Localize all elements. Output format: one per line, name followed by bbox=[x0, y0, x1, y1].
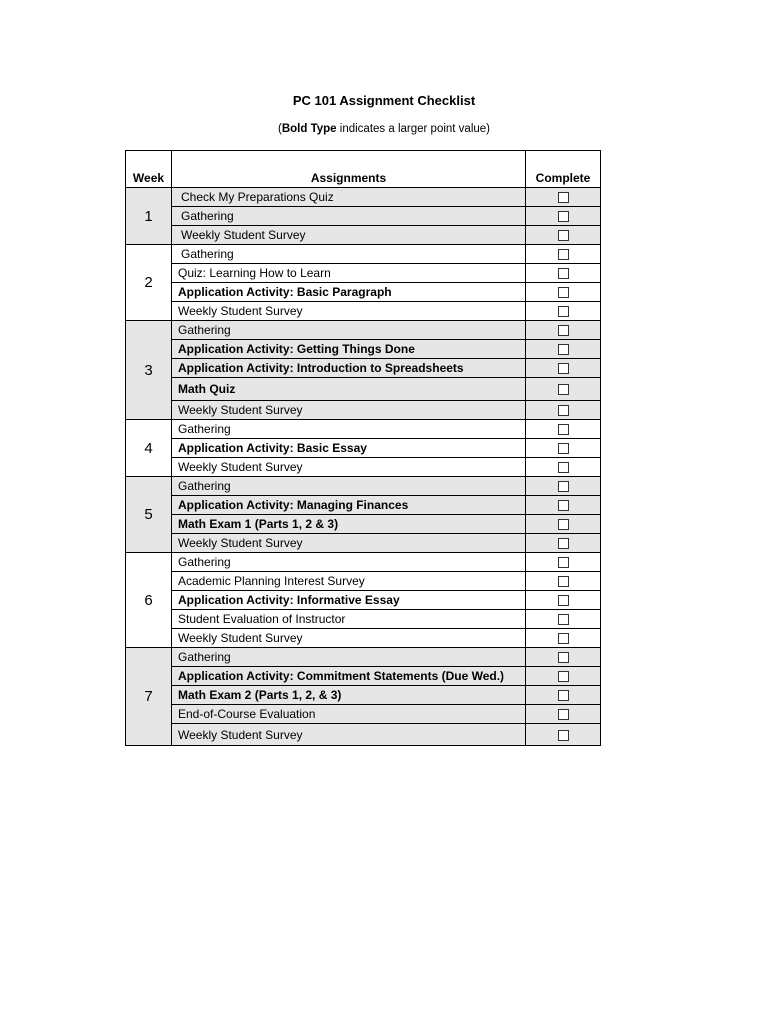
complete-checkbox[interactable] bbox=[558, 344, 569, 355]
complete-header: Complete bbox=[526, 151, 601, 188]
complete-checkbox[interactable] bbox=[558, 424, 569, 435]
week-number: 5 bbox=[126, 477, 172, 553]
complete-cell bbox=[526, 686, 601, 705]
table-row bbox=[126, 378, 601, 401]
complete-cell bbox=[526, 378, 601, 401]
complete-cell bbox=[526, 534, 601, 553]
complete-cell bbox=[526, 401, 601, 420]
complete-checkbox[interactable] bbox=[558, 363, 569, 374]
complete-cell bbox=[526, 188, 601, 207]
assignment-name: Weekly Student Survey bbox=[172, 534, 526, 553]
document-title: PC 101 Assignment Checklist bbox=[292, 93, 476, 108]
complete-cell bbox=[526, 226, 601, 245]
table-row bbox=[126, 401, 601, 420]
table-row bbox=[126, 705, 601, 724]
complete-cell bbox=[526, 572, 601, 591]
complete-cell bbox=[526, 724, 601, 746]
assignment-name: Weekly Student Survey bbox=[172, 401, 526, 420]
complete-cell bbox=[526, 591, 601, 610]
table-row bbox=[126, 207, 601, 226]
assignment-name: End-of-Course Evaluation bbox=[172, 705, 526, 724]
complete-checkbox[interactable] bbox=[558, 557, 569, 568]
complete-cell bbox=[526, 610, 601, 629]
week-number: 3 bbox=[126, 321, 172, 420]
assignment-name: Math Exam 2 (Parts 1, 2, & 3) bbox=[172, 686, 526, 705]
table-row bbox=[126, 340, 601, 359]
complete-checkbox[interactable] bbox=[558, 384, 569, 395]
complete-checkbox[interactable] bbox=[558, 690, 569, 701]
assignment-name: Student Evaluation of Instructor bbox=[172, 610, 526, 629]
assignment-name: Application Activity: Getting Things Done bbox=[172, 340, 526, 359]
assignment-name: Weekly Student Survey bbox=[172, 724, 526, 746]
complete-checkbox[interactable] bbox=[558, 211, 569, 222]
complete-cell bbox=[526, 420, 601, 439]
assignment-name: Check My Preparations Quiz bbox=[172, 188, 526, 207]
complete-checkbox[interactable] bbox=[558, 671, 569, 682]
complete-checkbox[interactable] bbox=[558, 709, 569, 720]
complete-cell bbox=[526, 629, 601, 648]
complete-checkbox[interactable] bbox=[558, 500, 569, 511]
table-row bbox=[126, 321, 601, 340]
complete-cell bbox=[526, 458, 601, 477]
complete-checkbox[interactable] bbox=[558, 268, 569, 279]
complete-checkbox[interactable] bbox=[558, 595, 569, 606]
assignment-name: Gathering bbox=[172, 321, 526, 340]
week-number: 4 bbox=[126, 420, 172, 477]
subtitle-open: ( bbox=[278, 123, 282, 135]
table-row bbox=[126, 724, 601, 746]
week-number: 6 bbox=[126, 553, 172, 648]
assignment-name: Math Quiz bbox=[172, 378, 526, 401]
table-row bbox=[126, 553, 601, 572]
assignment-name: Application Activity: Basic Essay bbox=[172, 439, 526, 458]
complete-checkbox[interactable] bbox=[558, 481, 569, 492]
assignment-name: Quiz: Learning How to Learn bbox=[172, 264, 526, 283]
complete-cell bbox=[526, 302, 601, 321]
complete-checkbox[interactable] bbox=[558, 443, 569, 454]
week-number: 1 bbox=[126, 188, 172, 245]
complete-checkbox[interactable] bbox=[558, 249, 569, 260]
table-row bbox=[126, 283, 601, 302]
complete-cell bbox=[526, 705, 601, 724]
assignments-header: Assignments bbox=[172, 151, 526, 188]
complete-cell bbox=[526, 245, 601, 264]
complete-checkbox[interactable] bbox=[558, 614, 569, 625]
table-row bbox=[126, 245, 601, 264]
table-row bbox=[126, 458, 601, 477]
assignment-name: Application Activity: Introduction to Spreadsheets bbox=[172, 359, 526, 378]
assignment-name: Application Activity: Basic Paragraph bbox=[172, 283, 526, 302]
table-row bbox=[126, 572, 601, 591]
complete-cell bbox=[526, 496, 601, 515]
assignment-name: Weekly Student Survey bbox=[172, 226, 526, 245]
table-row bbox=[126, 591, 601, 610]
complete-checkbox[interactable] bbox=[558, 576, 569, 587]
assignment-name: Weekly Student Survey bbox=[172, 458, 526, 477]
table-header-row bbox=[126, 151, 601, 188]
complete-checkbox[interactable] bbox=[558, 325, 569, 336]
assignment-name: Gathering bbox=[172, 245, 526, 264]
checklist-body bbox=[126, 188, 601, 746]
complete-checkbox[interactable] bbox=[558, 538, 569, 549]
week-number: 7 bbox=[126, 648, 172, 746]
complete-cell bbox=[526, 340, 601, 359]
complete-cell bbox=[526, 477, 601, 496]
complete-checkbox[interactable] bbox=[558, 633, 569, 644]
complete-cell bbox=[526, 515, 601, 534]
complete-checkbox[interactable] bbox=[558, 519, 569, 530]
document-subtitle bbox=[0, 123, 768, 135]
complete-cell bbox=[526, 553, 601, 572]
table-row bbox=[126, 359, 601, 378]
complete-checkbox[interactable] bbox=[558, 306, 569, 317]
complete-checkbox[interactable] bbox=[558, 287, 569, 298]
complete-cell bbox=[526, 207, 601, 226]
complete-cell bbox=[526, 264, 601, 283]
table-row bbox=[126, 629, 601, 648]
complete-checkbox[interactable] bbox=[558, 230, 569, 241]
table-row bbox=[126, 667, 601, 686]
table-row bbox=[126, 496, 601, 515]
assignment-name: Math Exam 1 (Parts 1, 2 & 3) bbox=[172, 515, 526, 534]
table-row bbox=[126, 264, 601, 283]
table-row bbox=[126, 686, 601, 705]
assignment-name: Application Activity: Commitment Statements (Due Wed.) bbox=[172, 667, 526, 686]
table-row bbox=[126, 515, 601, 534]
assignment-name: Gathering bbox=[172, 420, 526, 439]
complete-checkbox[interactable] bbox=[558, 652, 569, 663]
assignment-name: Gathering bbox=[172, 207, 526, 226]
week-number: 2 bbox=[126, 245, 172, 321]
subtitle-bold-text: Bold Type bbox=[281, 123, 337, 135]
complete-checkbox[interactable] bbox=[558, 462, 569, 473]
complete-cell bbox=[526, 439, 601, 458]
table-row bbox=[126, 477, 601, 496]
table-row bbox=[126, 302, 601, 321]
complete-cell bbox=[526, 359, 601, 378]
complete-checkbox[interactable] bbox=[558, 405, 569, 416]
complete-cell bbox=[526, 321, 601, 340]
table-row bbox=[126, 534, 601, 553]
table-row bbox=[126, 610, 601, 629]
table-row bbox=[126, 648, 601, 667]
subtitle-rest: indicates a larger point value) bbox=[336, 123, 490, 135]
assignment-name: Weekly Student Survey bbox=[172, 629, 526, 648]
assignment-name: Weekly Student Survey bbox=[172, 302, 526, 321]
complete-cell bbox=[526, 667, 601, 686]
assignment-name: Gathering bbox=[172, 553, 526, 572]
assignment-name: Gathering bbox=[172, 648, 526, 667]
table-row bbox=[126, 226, 601, 245]
assignment-name: Academic Planning Interest Survey bbox=[172, 572, 526, 591]
complete-cell bbox=[526, 283, 601, 302]
complete-checkbox[interactable] bbox=[558, 192, 569, 203]
assignment-name: Application Activity: Managing Finances bbox=[172, 496, 526, 515]
complete-checkbox[interactable] bbox=[558, 730, 569, 741]
table-row bbox=[126, 439, 601, 458]
assignment-name: Gathering bbox=[172, 477, 526, 496]
assignment-name: Application Activity: Informative Essay bbox=[172, 591, 526, 610]
assignment-checklist-table bbox=[125, 150, 601, 746]
table-row bbox=[126, 420, 601, 439]
table-row bbox=[126, 188, 601, 207]
week-header: Week bbox=[126, 151, 172, 188]
complete-cell bbox=[526, 648, 601, 667]
